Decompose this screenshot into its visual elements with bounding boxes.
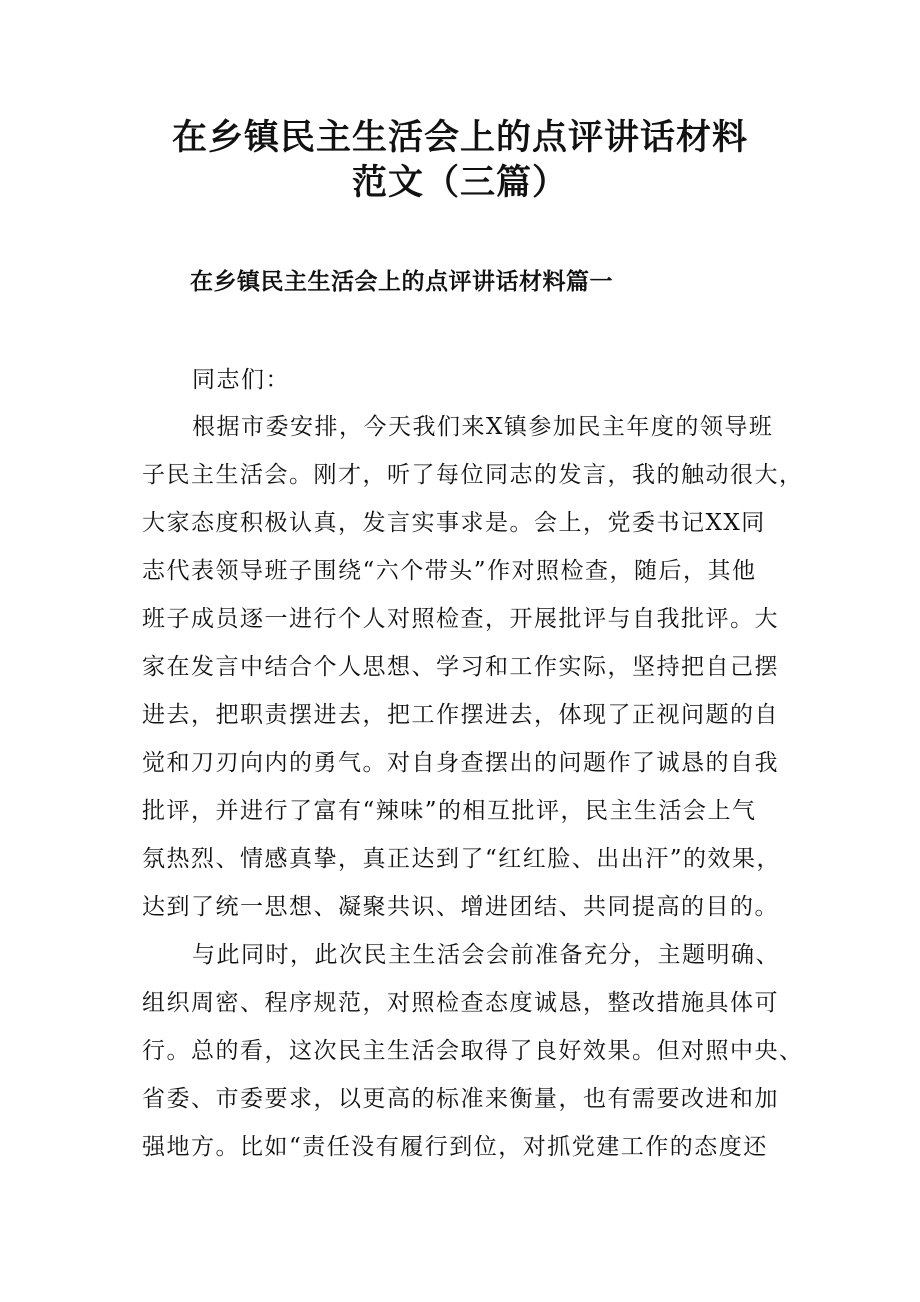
- paragraph-line: 班子成员逐一进行个人对照检查，开展批评与自我批评。大: [142, 606, 779, 632]
- paragraph-line: 觉和刀刃向内的勇气。对自身查摆出的问题作了诚恳的自我: [142, 750, 779, 776]
- paragraph-line: 省委、市委要求，以更高的标准来衡量，也有需要改进和加: [142, 1086, 779, 1112]
- paragraph-line: 家在发言中结合个人思想、学习和工作实际，坚持把自己摆: [142, 654, 779, 680]
- paragraph-line: 进去，把职责摆进去，把工作摆进去，体现了正视问题的自: [142, 702, 779, 728]
- paragraph-line: 根据市委安排，今天我们来X镇参加民主年度的领导班: [192, 414, 774, 440]
- paragraph-line: 志代表领导班子围绕“六个带头”作对照检查，随后，其他: [142, 558, 757, 584]
- paragraph-line: 达到了统一思想、凝聚共识、增进团结、共同提高的目的。: [142, 894, 779, 920]
- salutation: 同志们：: [192, 367, 290, 393]
- paragraph-line: 子民主生活会。刚才，听了每位同志的发言，我的触动很大，: [142, 462, 804, 488]
- document-title-line-1: 在乡镇民主生活会上的点评讲话材料: [171, 117, 748, 158]
- paragraph-line: 与此同时，此次民主生活会会前准备充分，主题明确、: [192, 942, 780, 968]
- paragraph-line: 强地方。比如“责任没有履行到位，对抓党建工作的态度还: [142, 1134, 768, 1160]
- paragraph-line: 行。总的看，这次民主生活会取得了良好效果。但对照中央、: [142, 1038, 804, 1064]
- paragraph-line: 组织周密、程序规范，对照检查态度诚恳，整改措施具体可: [142, 990, 779, 1016]
- paragraph-line: 批评，并进行了富有“辣味”的相互批评，民主生活会上气: [142, 798, 757, 824]
- document-title-line-2: 范文（三篇）: [351, 162, 568, 203]
- paragraph-line: 氛热烈、情感真挚，真正达到了“红红脸、出出汗”的效果，: [142, 846, 782, 872]
- paragraph-line: 大家态度积极认真，发言实事求是。会上，党委书记XX同: [142, 510, 766, 536]
- section-heading: 在乡镇民主生活会上的点评讲话材料篇一: [190, 268, 613, 295]
